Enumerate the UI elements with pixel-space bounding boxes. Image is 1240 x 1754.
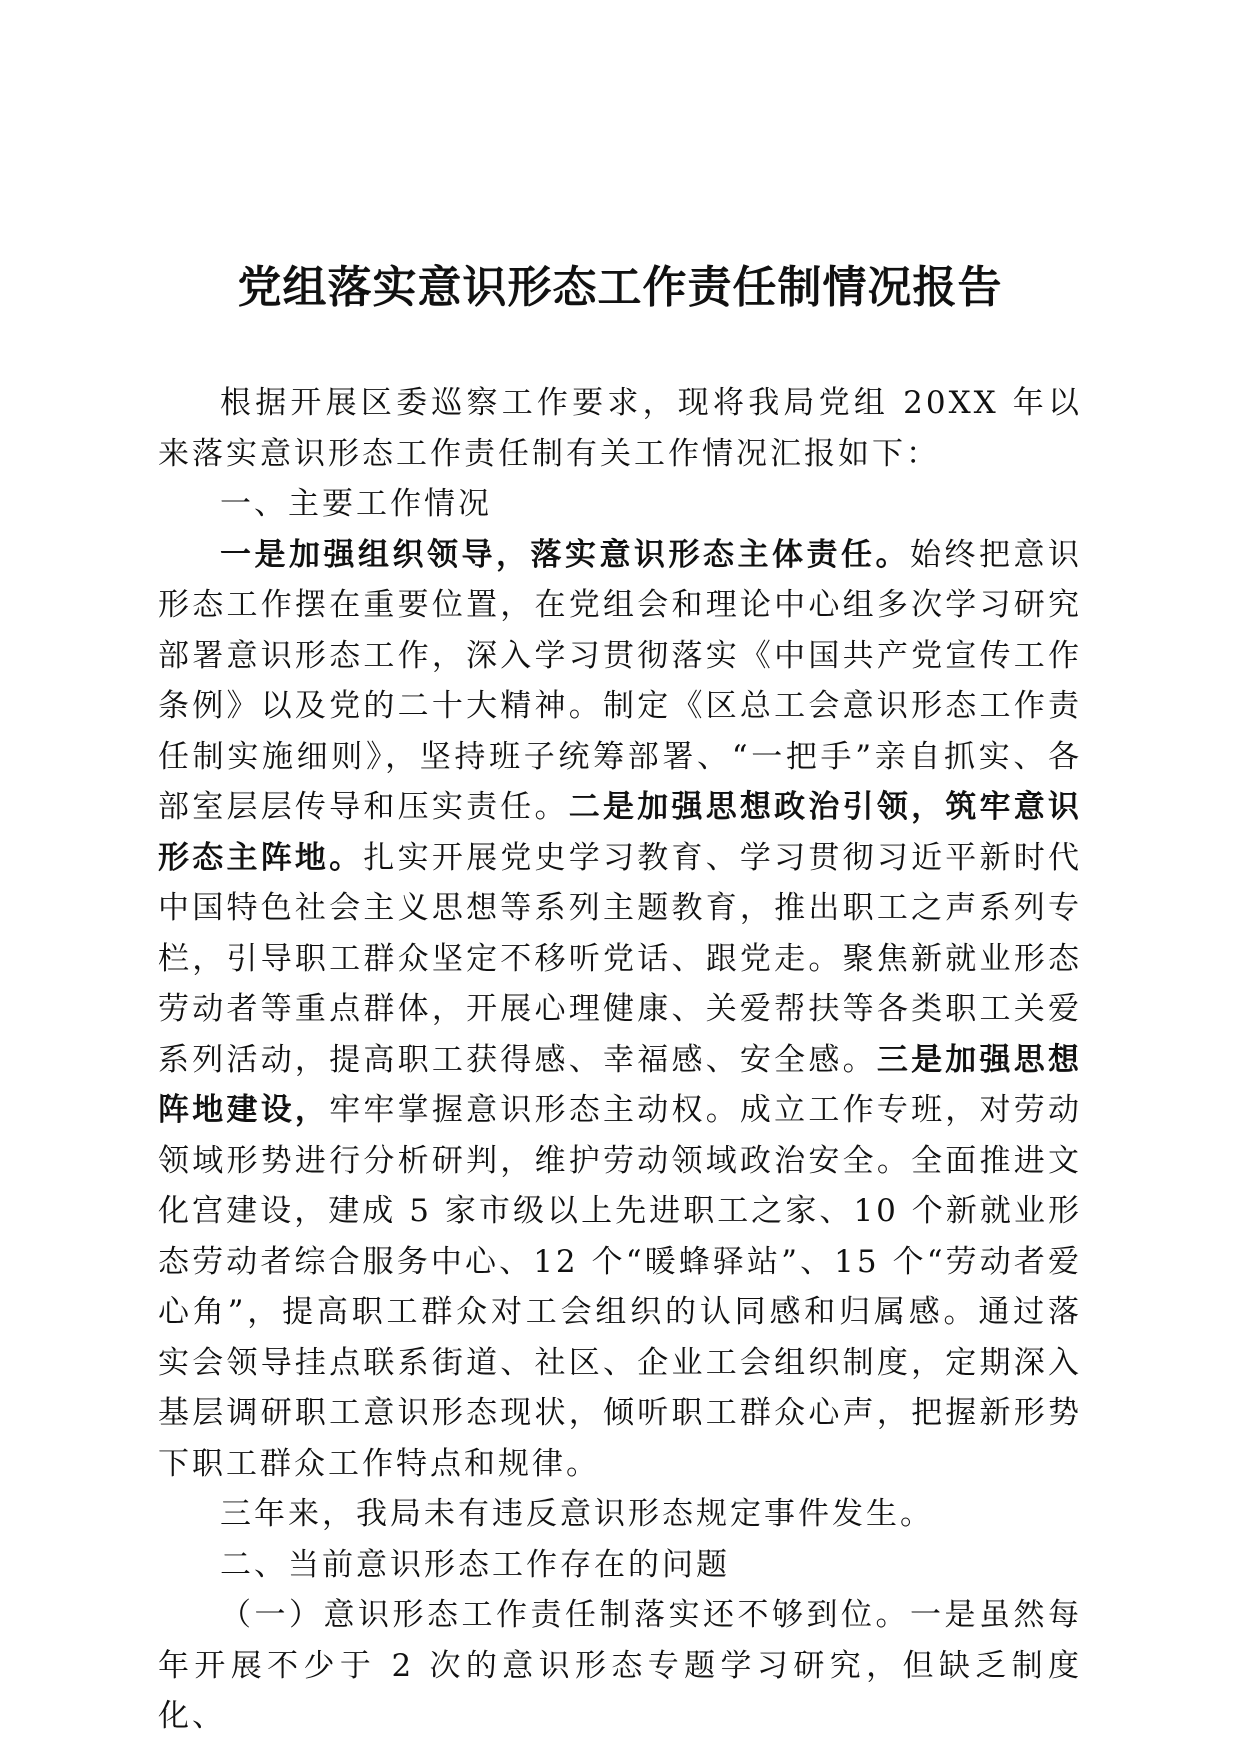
section2-heading: 二、当前意识形态工作存在的问题 — [220, 1546, 730, 1583]
section2-paragraph: （一）意识形态工作责任制落实还不够到位。一是虽然每年开展不少于 2 次的意识形态专题学习研究，但缺乏制度化、 — [158, 1597, 1082, 1734]
point-1-text: 始终把意识形态工作摆在重要位置，在党组会和理论中心组多次学习研究部署意识形态工作，深入学习贯彻落实《中国共产党宣传工作条例》以及党的二十大精神。制定《区总工会意识形态工作责任制实施细则》，坚持班子统筹部署、“一把手”亲自抓实、各部室层层传导和压实责任。 — [158, 536, 1082, 825]
document-body — [158, 378, 1082, 1742]
point-3-text: 牢牢掌握意识形态主动权。成立工作专班，对劳动领域形势进行分析研判，维护劳动领域政治安全。全面推进文化宫建设，建成 5 家市级以上先进职工之家、10 个新就业形态劳动者综合服务中心、12 个“暖蜂驿站”、15 个“劳动者爱心角”，提高职工群众对工会组织的认同感和归属感。通过落实会领导挂点联系街道、社区、企业工会组织制度，定期深入基层调研职工意识形态现状，倾听职工群众心声，把握新形势下职工群众工作特点和规律。 — [158, 1092, 1083, 1482]
point-2-text: 扎实开展党史学习教育、学习贯彻习近平新时代中国特色社会主义思想等系列主题教育，推出职工之声系列专栏，引导职工群众坚定不移听党话、跟党走。聚焦新就业形态劳动者等重点群体，开展心理健康、关爱帮扶等各类职工关爱系列活动，提高职工获得感、幸福感、安全感。 — [158, 839, 1083, 1078]
lead-point-2: 二是加强思想政治引领，筑牢意识形态主阵地。 — [158, 789, 1083, 876]
section1-heading: 一、主要工作情况 — [220, 486, 492, 522]
intro-paragraph: 根据开展区委巡察工作要求，现将我局党组 20XX 年以来落实意识形态工作责任制有关工作情况汇报如下： — [158, 385, 1082, 472]
lead-point-1: 一是加强组织领导，落实意识形态主体责任。 — [220, 536, 910, 573]
section1-paragraph — [158, 530, 1082, 1490]
summary-paragraph: 三年来，我局未有违反意识形态规定事件发生。 — [220, 1496, 934, 1532]
lead-point-3: 三是加强思想阵地建设， — [158, 1041, 1082, 1128]
document-title: 党组落实意识形态工作责任制情况报告 — [237, 262, 1003, 313]
